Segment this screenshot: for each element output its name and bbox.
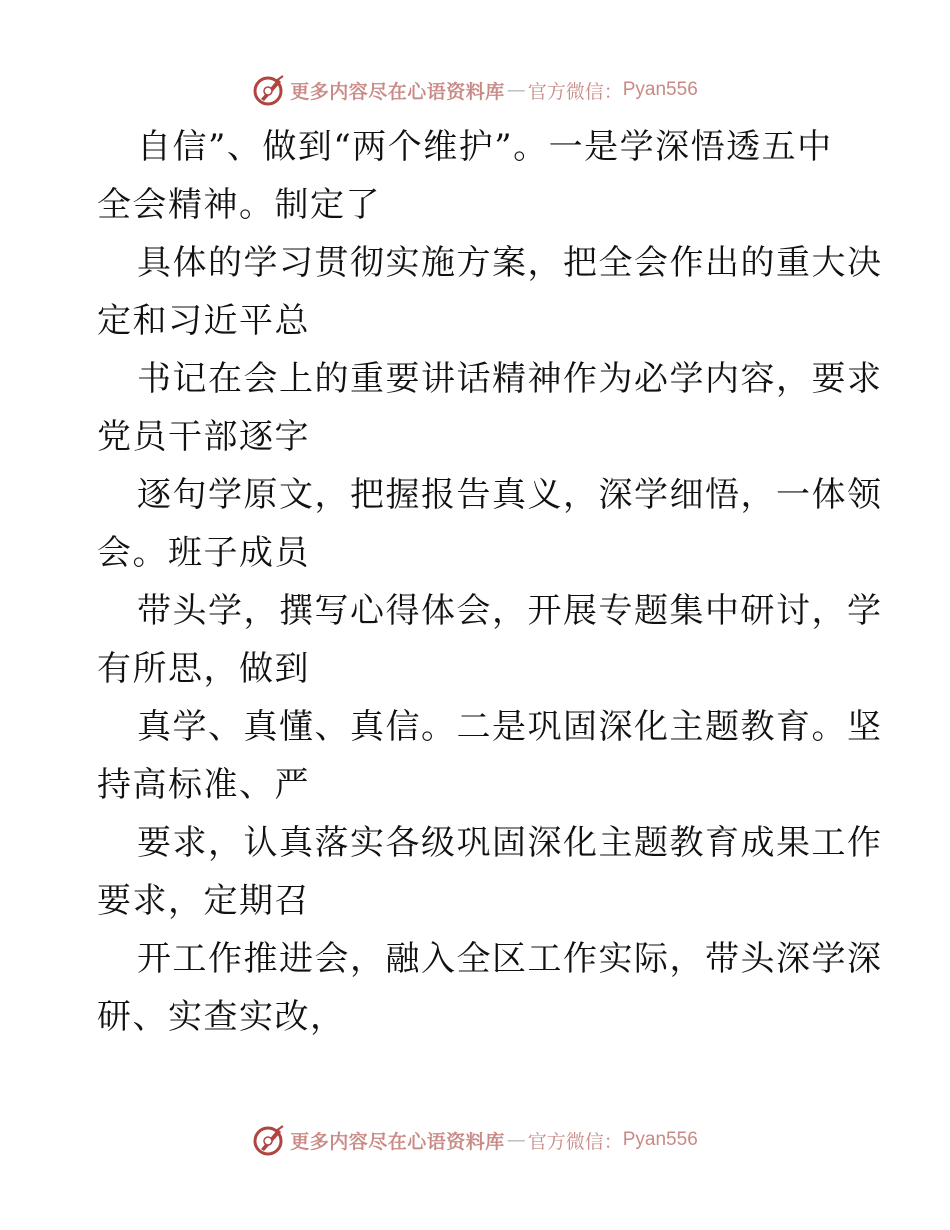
footer-watermark-banner xyxy=(0,1120,950,1160)
header-watermark-banner xyxy=(0,70,950,110)
text-line: 具体的学习贯彻实施方案，把全会作出的重大决 xyxy=(137,243,883,283)
text-line: 真学、真懂、真信。二是巩固深化主题教育。坚 xyxy=(137,707,883,747)
text-line: 有所思，做到 xyxy=(97,649,310,689)
text-line: 书记在会上的重要讲话精神作为必学内容，要求 xyxy=(137,359,883,399)
text-line: 要求，定期召 xyxy=(97,881,310,921)
text-line: 开工作推进会，融入全区工作实际，带头深学深 xyxy=(137,939,883,979)
text-line: 党员干部逐字 xyxy=(97,417,310,457)
quill-pen-circle-icon xyxy=(252,73,286,107)
document-body xyxy=(97,118,883,1046)
text-line: 定和习近平总 xyxy=(97,301,310,341)
text-line: 自信”、做到“两个维护”。一是学深悟透五中 xyxy=(137,127,833,167)
banner-wechat-label: 官方微信： xyxy=(527,1130,623,1153)
text-line: 研、实查实改， xyxy=(97,997,346,1037)
text-line: 会。班子成员 xyxy=(97,533,310,573)
text-line: 全会精神。制定了 xyxy=(97,185,381,225)
banner-site-text: 更多内容尽在心语资料库 xyxy=(290,1130,505,1153)
banner-site-text: 更多内容尽在心语资料库 xyxy=(290,80,505,103)
banner-wechat-label: 官方微信： xyxy=(527,80,623,103)
text-line: 带头学，撰写心得体会，开展专题集中研讨，学 xyxy=(137,591,883,631)
banner-separator: — xyxy=(506,1129,526,1151)
quill-pen-circle-icon xyxy=(252,1123,286,1157)
text-line: 持高标准、严 xyxy=(97,765,310,805)
banner-wechat-id: Pyan556 xyxy=(622,1129,698,1150)
banner-wechat-id: Pyan556 xyxy=(622,79,698,100)
banner-separator: — xyxy=(506,79,526,101)
text-line: 要求，认真落实各级巩固深化主题教育成果工作 xyxy=(137,823,883,863)
text-line: 逐句学原文，把握报告真义，深学细悟，一体领 xyxy=(137,475,883,515)
